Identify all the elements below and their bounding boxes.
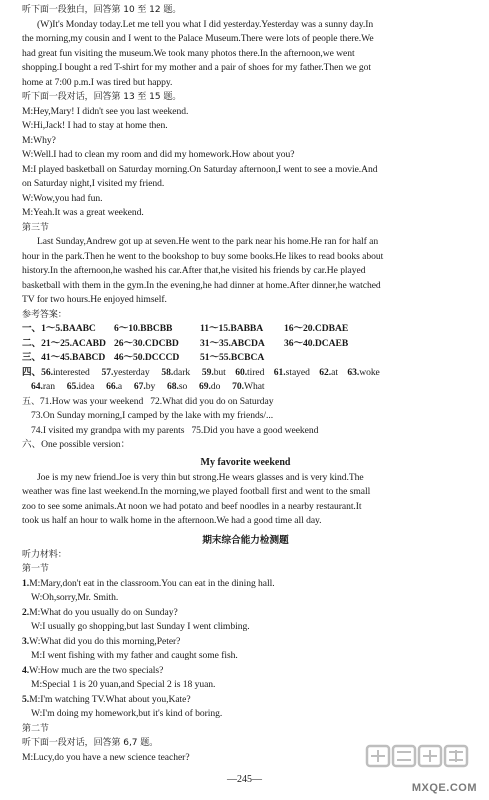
answer-group: 51～55.BCBCA [200,352,265,363]
paragraph-line: shopping.I bought a red T-shirt for my mother and a pair of shoes for my father.Then we got [22,62,372,73]
section-heading: 听下面一段独白，回答第 10 至 12 题。 [22,5,182,15]
answer-num: 58. [161,366,174,378]
answer-word: but [213,366,226,378]
answer-group: 11～15.BABBA [200,323,264,334]
dialog-line [22,635,469,650]
answer-word: interested [52,366,90,378]
answer-word: idea [78,381,95,392]
item-number: 1. [22,577,30,589]
dialog-line: M:Why? [22,134,56,146]
paragraph-line: Joe is my new friend.Joe is very thin but strong.He wears glasses and is very kind.The [37,471,364,483]
dialog-line [22,693,469,708]
paragraph-line: had great fun visiting the museum.We took many photos there.In the afternoon,we went [22,47,355,59]
dialog-text: M:I'm watching TV.What about you,Kate? [29,693,191,705]
answer-word: What [243,381,265,392]
dialog-text: M:Mary,don't eat in the classroom.You can eat in the dining hall. [29,577,275,589]
dialog-text: W:What did you do this morning,Peter? [29,635,181,647]
answer-group: 6～10.BBCBB [114,323,173,334]
dialog-line [22,577,469,592]
answer-num: 63. [347,366,360,378]
answer-row: 73.On Sunday morning,I camped by the lake with my friends/... [31,410,274,421]
answer-num: 59. [201,366,214,378]
dialog-text: M:What do you usually do on Sunday? [29,606,178,618]
dialog-line: W:I usually go shopping,but last Sunday I went climbing. [31,621,250,632]
answer-row [22,337,469,352]
answer-num: 66. [106,381,118,392]
answer-num: 65. [66,381,79,392]
answer-row [22,322,469,337]
section-heading: 第二节 [22,723,49,734]
item-number: 5. [22,693,30,705]
answer-word: yesterday [113,366,150,378]
answer-group: 26～30.CDCBD [114,337,179,349]
answer-sentence: 71.How was your weekend [39,395,144,407]
dialog-line: M:Special 1 is 20 yuan,and Special 2 is 18 yuan. [31,679,216,690]
answer-num: 62. [319,366,332,378]
dialog-line [22,606,469,621]
dialog-line: W:Well.I had to clean my room and did my homework.How about you? [22,149,295,160]
dialog-line: M:Yeah.It was a great weekend. [22,207,144,218]
answer-word: at [331,366,338,378]
answer-group: 16～20.CDBAE [284,323,349,334]
page-number: —245— [227,774,262,785]
answer-sentence: 72.What did you do on Saturday [150,395,274,407]
item-number: 2. [22,606,30,618]
answers-heading: 参考答案： [22,309,67,320]
dialog-line: W:Hi,Jack! I had to stay at home then. [22,120,168,131]
paragraph-line: hour in the park.Then he went to the bookshop to buy some books.He likes to read books about [22,250,384,262]
answer-num: 69. [199,381,211,392]
item-number: 4. [22,664,30,676]
paragraph-line: home at 7:00 p.m.I was tired but happy. [22,76,173,88]
answer-num: 67. [133,381,146,392]
paragraph-line: weather was fine last weekend.In the morning,we played football first and went to the small [22,486,371,497]
answer-row [22,395,469,410]
watermark-text: MXQE.COM [411,782,477,794]
answer-word: stayed [285,366,310,378]
answer-num: 57. [101,366,114,378]
answer-group: 36～40.DCAEB [284,337,349,349]
answer-word: ran [42,381,55,392]
answer-num: 68. [166,381,179,392]
answer-sentence: 75.Did you have a good weekend [191,424,319,436]
dialog-line: on Saturday night,I visited my friend. [22,178,165,189]
section-heading: 听力材料： [22,549,67,560]
paragraph-line: zoo to see some animals.At noon we had potato and beef noodles in a nearby restaurant.It [22,500,362,512]
answer-row: 六、One possible version： [22,439,131,450]
paragraph-line: the morning,my cousin and I went to the Palace Museum.There were lots of people there.We [22,33,374,44]
answer-num: 70. [232,381,244,392]
dialog-line: M:I played basketball on Saturday morning.On Saturday afternoon,I went to see a movie.And [22,163,378,175]
answer-sentence: 74.I visited my grandpa with my parents [31,424,185,436]
answer-group: 二、21～25.ACABD [22,337,106,349]
dialog-line [22,664,469,679]
dialog-line: M:Lucy,do you have a new science teacher? [22,751,190,763]
answer-num: 四、56. [22,366,53,378]
answer-num: 64. [31,381,43,392]
answer-word: so [178,381,188,392]
dialog-line: M:I went fishing with my father and caught some fish. [31,650,238,661]
answer-word: do [210,381,221,392]
answer-row [22,424,469,439]
paragraph-line: Last Sunday,Andrew got up at seven.He went to the park near his home.He ran for half an [37,236,379,247]
answer-num: 61. [273,366,286,378]
answer-word: by [145,381,156,392]
answer-row [22,366,469,381]
answer-group: 一、1～5.BAABC [22,323,96,334]
answer-word: dark [173,366,191,378]
dialog-line: M:Hey,Mary! I didn't see you last weekend. [22,105,189,117]
section-heading: 听下面一段对话，回答第 6,7 题。 [22,738,159,748]
dialog-text: W:How much are the two specials? [29,664,164,676]
paragraph-line: basketball with them in the gym.In the evening,he had dinner at home.After dinner,he watched [22,279,381,291]
section-heading: 听下面一段对话，回答第 13 至 15 题。 [22,92,182,102]
answer-word: tired [247,366,265,378]
paragraph-line: (W)It's Monday today.Let me tell you what I did yesterday.Yesterday was a sunny day.In [37,18,374,30]
paragraph-line: history.In the afternoon,he washed his car.After that,he visited his friends by car.He played [22,265,366,276]
essay-title: My favorite weekend [200,456,291,468]
answer-num: 60. [235,366,248,378]
answer-word: a [117,381,123,392]
answer-group: 三、41～45.BABCD [22,352,106,363]
paragraph-line: TV for two hours.He enjoyed himself. [22,294,167,305]
answer-prefix: 五、 [22,396,40,407]
dialog-line: W:I'm doing my homework,but it's kind of boring. [31,708,223,719]
paragraph-line: took us half an hour to walk home in the afternoon.We had a good time all day. [22,515,322,526]
answer-group: 46～50.DCCCD [114,352,180,363]
answer-group: 31～35.ABCDA [200,337,265,349]
page-content [22,3,469,765]
test-title: 期末综合能力检测题 [202,534,289,546]
section-heading: 第三节 [22,222,49,233]
dialog-line: W:Wow,you had fun. [22,192,103,204]
item-number: 3. [22,635,30,647]
answer-word: woke [359,366,380,378]
section-heading: 第一节 [22,564,49,574]
answer-row [22,380,469,395]
dialog-line: W:Oh,sorry,Mr. Smith. [31,592,119,603]
answer-row [22,351,469,366]
